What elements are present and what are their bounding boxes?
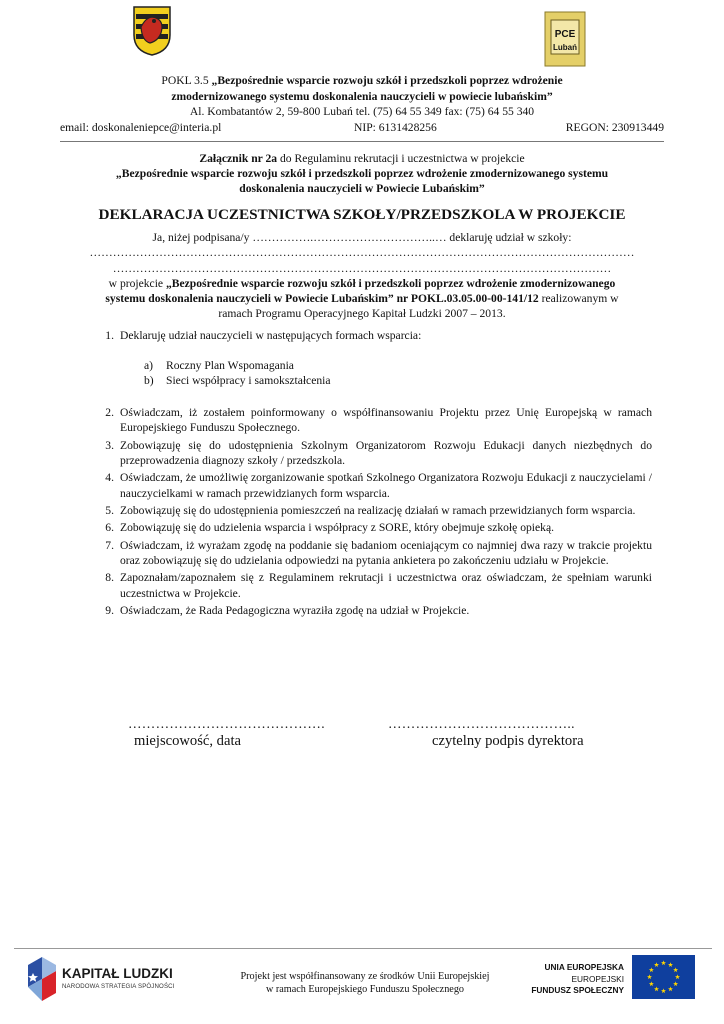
coat-of-arms-logo [132,5,172,57]
list-item: 4. Oświadczam, że umożliwię zorganizowanie spotkań Szkolnego Organizatora Rozwoju Edukacji z nauczycielami / nauczycielkami w ramach przewidzianych form wsparcia. [105,471,652,500]
kapital-ludzki-subtitle: NARODOWA STRATEGIA SPÓJNOŚCI [62,983,175,990]
director-signature-label: czytelny podpis dyrektora [432,733,584,749]
sublist-item: b) Sieci współpracy i samokształcenia [144,374,331,388]
kapital-ludzki-logo [24,955,204,1003]
project-statement-line3: ramach Programu Operacyjnego Kapitał Ludzki 2007 – 2013. [218,307,506,321]
director-signature-blank: ………………………………….. [388,716,575,731]
project-statement-line2: systemu doskonalenia nauczycieli w Powiecie Lubańskim” nr POKL.03.05.00-00-141/12 realizowanym w [105,292,619,306]
list-item: 9. Oświadczam, że Rada Pedagogiczna wyraziła zgodę na udział w Projekcie. [105,604,470,618]
pce-logo-text: PCE [554,29,576,40]
school-name-blank-2: ………………………………………………………………………………………………………………… [112,261,612,275]
list-item: 7. Oświadczam, iż wyrażam zgodę na poddanie się badaniom oceniającym co najmniej dwa razy w trakcie projektu oraz zobowiązuję się do udzielania odpowiedzi na pytania ankietera po zakończeniu udziału w Projekcie. [105,538,652,568]
declarations-list [96,328,652,620]
program-code: POKL 3.5 [161,74,212,87]
project-name-part1: „Bezpośrednie wsparcie rozwoju szkół i przedszkoli poprzez wdrożenie [211,74,563,87]
eu-line1: UNIA EUROPEJSKA [544,962,624,972]
school-name-blank-1: …………………………………………………………………………………………………………………………… [89,246,635,260]
address-line: Al. Kombatantów 2, 59-800 Lubań tel. (75) 64 55 349 fax: (75) 64 55 340 [189,105,535,118]
footer-divider [14,948,712,949]
project-name-part2: zmodernizowanego systemu doskonalenia nauczycieli w powiecie lubańskim” [171,89,553,103]
declaration-intro [74,230,650,322]
nip-text: NIP: 6131428256 [354,120,437,134]
support-forms-sublist [144,358,652,389]
attachment-label: Załącznik nr 2a do Regulaminu rekrutacji i uczestnictwa w projekcie [199,152,525,165]
eu-line2: EUROPEJSKI [571,973,624,984]
document-title: DEKLARACJA UCZESTNICTWA SZKOŁY/PRZEDSZKOLA W PROJEKCIE [98,206,626,223]
attachment-project-line2: doskonalenia nauczycieli w Powiecie Lubańskim” [239,182,485,195]
cofinancing-note [210,970,520,996]
header-divider [60,141,664,142]
attachment-project-line1: „Bezpośrednie wsparcie rozwoju szkół i przedszkoli poprzez wdrożenie zmodernizowanego systemu [115,167,609,180]
contact-row [60,120,664,136]
list-item: 1. Deklaruję udział nauczycieli w następujących formach wsparcia: [105,329,422,342]
pce-lubań-logo [543,10,587,68]
kapital-ludzki-emblem-icon [24,955,60,1003]
declarant-line: Ja, niżej podpisana/y …………….…………………………..… deklaruję udział w szkoły: [152,231,572,244]
eu-flag-icon [632,955,695,999]
list-item: 5. Zobowiązuję się do udostępnienia pomieszczeń na realizację działań w ramach przewidzianych form wsparcia. [105,504,636,518]
cofinancing-line2: w ramach Europejskiego Funduszu Społecznego [265,984,465,995]
list-item: 2. Oświadczam, iż zostałem poinformowany o współfinansowaniu Projektu przez Unię Europejską w ramach Europejskiego Funduszu Społecznego. [105,405,652,435]
pce-logo-city: Lubań [553,43,577,52]
place-date-label: miejscowość, data [134,733,241,749]
list-item: 6. Zobowiązuję się do udzielenia wsparcia i współpracy z SORE, który obejmuje szkołę opieką. [105,521,554,535]
project-statement-line1: w projekcie „Bezpośrednie wsparcie rozwoju szkół i przedszkoli poprzez wdrożenie zmodernizowanego [108,276,616,290]
regon-text: REGON: 230913449 [565,120,664,134]
letterhead [60,73,664,135]
eu-line3: FUNDUSZ SPOŁECZNY [531,985,624,995]
sublist-item: a) Roczny Plan Wspomagania [144,358,294,372]
list-item: 3. Zobowiązuję się do udostępnienia Szkolnym Organizatorom Rozwoju Edukacji danych niezbędnych do przeprowadzenia diagnozy szkoły / przedszkola. [105,438,652,468]
place-date-blank: ……………………………………. [128,716,325,731]
cofinancing-line1: Projekt jest współfinansowany ze środków Unii Europejskiej [240,971,490,982]
list-item: 8. Zapoznałam/zapoznałem się z Regulaminem rekrutacji i uczestnictwa oraz oświadczam, że spełniam warunki uczestnictwa w Projekcie. [105,571,652,600]
eu-fund-text [520,962,624,997]
kapital-ludzki-title: KAPITAŁ LUDZKI [62,966,173,981]
email-text: email: doskonaleniepce@interia.pl [60,120,222,134]
letterhead-line1 [60,73,664,89]
attachment-note [60,151,664,196]
